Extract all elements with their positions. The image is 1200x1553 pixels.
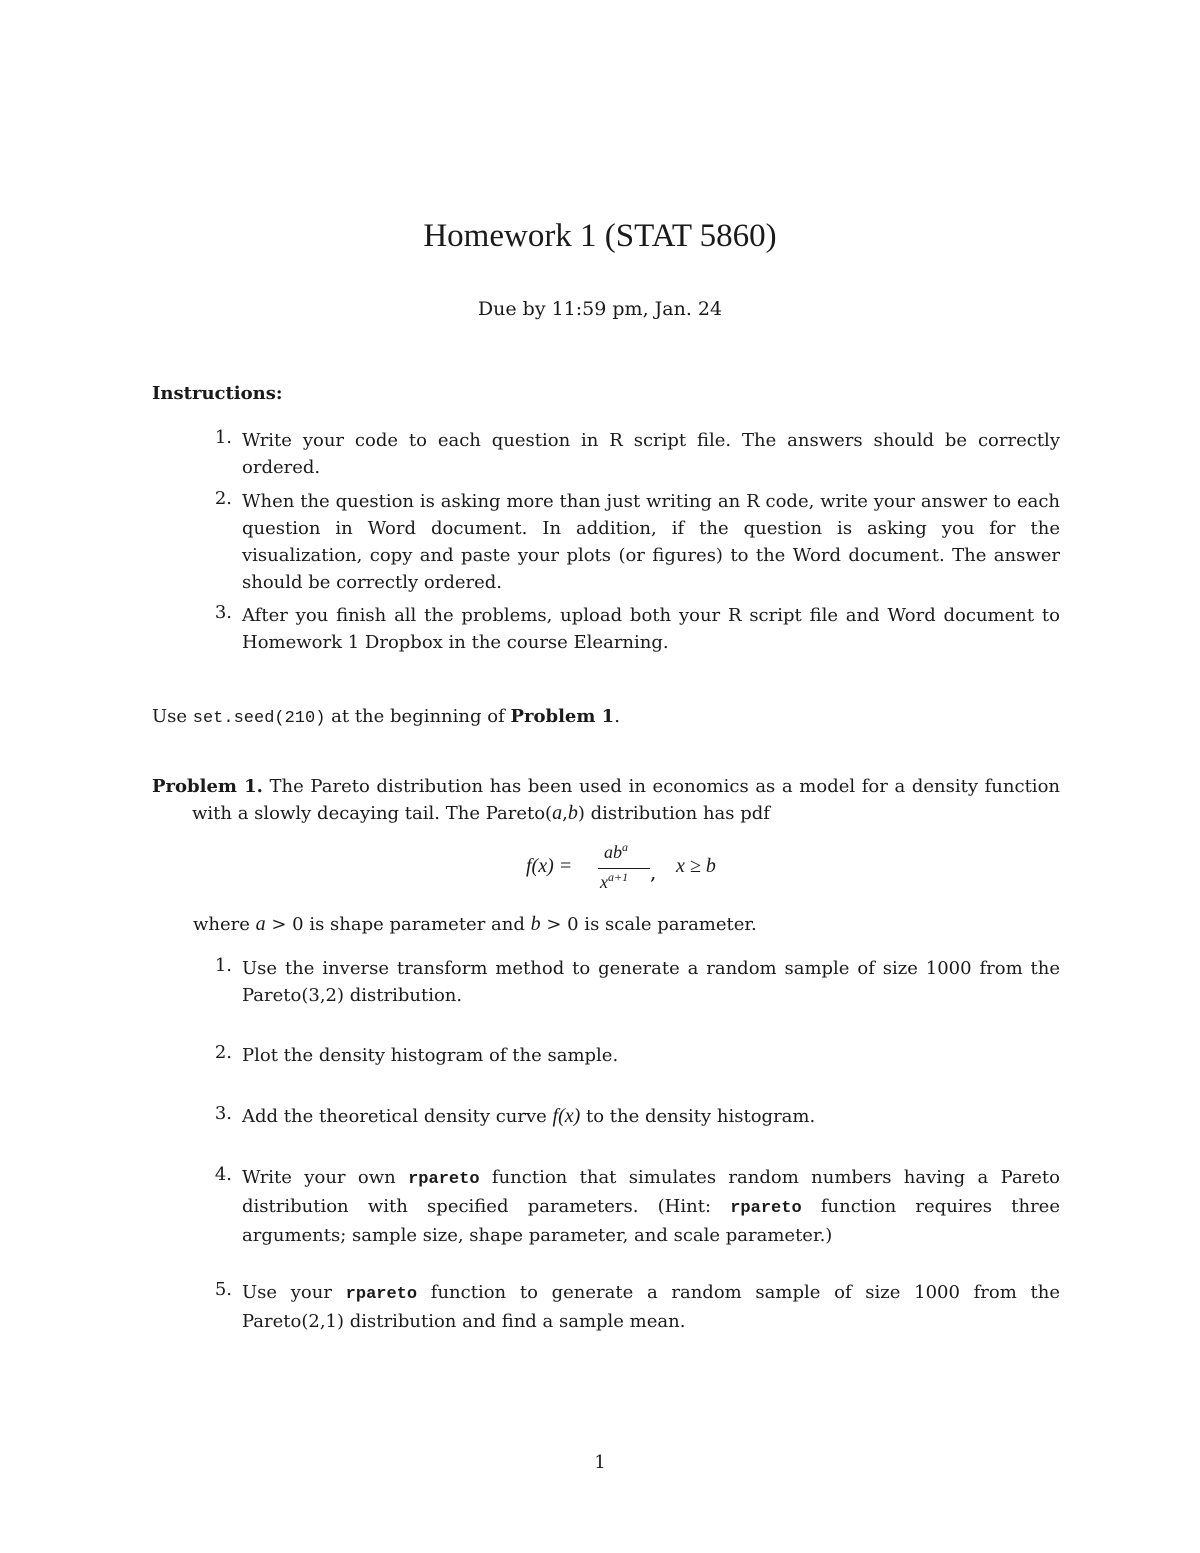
problem-item: Plot the density histogram of the sample. — [242, 1045, 619, 1066]
param-b: b — [567, 802, 578, 824]
formula-numerator: $ab^a$ — [604, 840, 628, 862]
problem-1-label: Problem 1. — [152, 776, 263, 797]
formula-lhs: f(x) = — [526, 855, 573, 877]
seed-note-middle: at the beginning of — [325, 706, 511, 727]
problem-item-number: 3. — [214, 1103, 232, 1124]
problem-item-number: 2. — [214, 1042, 232, 1063]
instruction-number: 2. — [214, 488, 232, 509]
seed-problem-ref: Problem 1 — [510, 706, 615, 727]
pdf-formula — [526, 840, 766, 896]
formula-denominator: $x^{a+1}$ — [600, 870, 629, 892]
instruction-item: After you finish all the problems, upload both your R script file and Word document to Homework 1 Dropbox in the course Elearning. — [242, 605, 1060, 653]
instruction-item: Write your code to each question in R script file. The answers should be correctly ordered. — [242, 430, 1060, 478]
problem-item-number: 5. — [214, 1279, 232, 1300]
problem-1-intro — [152, 773, 1060, 827]
problem-item: Write your own rpareto function that simulates random numbers having a Pareto distribution with specified parameters. (Hint: rpareto function requires three arguments; sample size, shape parameter, and scale parameter.) — [242, 1167, 1061, 1246]
page-number: 1 — [594, 1452, 606, 1473]
problem-item-number: 4. — [214, 1164, 232, 1185]
instruction-number: 1. — [214, 427, 232, 448]
instruction-number: 3. — [214, 602, 232, 623]
seed-code: set.seed(210) — [192, 709, 326, 728]
instructions-heading: Instructions: — [152, 383, 283, 404]
problem-item: Use the inverse transform method to generate a random sample of size 1000 from the Pareto(3,2) distribution. — [242, 958, 1060, 1006]
due-date: Due by 11:59 pm, Jan. 24 — [477, 298, 723, 320]
seed-note — [152, 703, 1052, 732]
problem-1-intro-a: The Pareto distribution has been used in economics as a model for a density function with a slowly decaying tail. The Pareto( — [192, 776, 1060, 824]
param-a: a — [552, 802, 563, 824]
problem-item: Use your rpareto function to generate a random sample of size 1000 from the Pareto(2,1) distribution and find a sample mean. — [242, 1282, 1060, 1332]
formula-condition: x ≥ b — [676, 855, 716, 877]
problem-1-intro-b: ) distribution has pdf — [577, 803, 770, 824]
fraction-bar — [598, 868, 650, 869]
parameter-description: where a > 0 is shape parameter and b > 0 is scale parameter. — [193, 913, 757, 935]
seed-note-suffix: . — [614, 706, 620, 727]
problem-item-number: 1. — [214, 955, 232, 976]
seed-note-prefix: Use — [152, 706, 193, 727]
instruction-item: When the question is asking more than just writing an R code, write your answer to each question in Word document. In addition, if the question is asking you for the visualization, copy and paste your plots (or figures) to the Word document. The answer should be correctly ordered. — [242, 491, 1060, 593]
param-comma: , — [562, 803, 568, 824]
document-title: Homework 1 (STAT 5860) — [423, 218, 777, 254]
problem-item: Add the theoretical density curve f(x) to the density histogram. — [242, 1105, 816, 1127]
formula-sep: , — [650, 860, 657, 884]
